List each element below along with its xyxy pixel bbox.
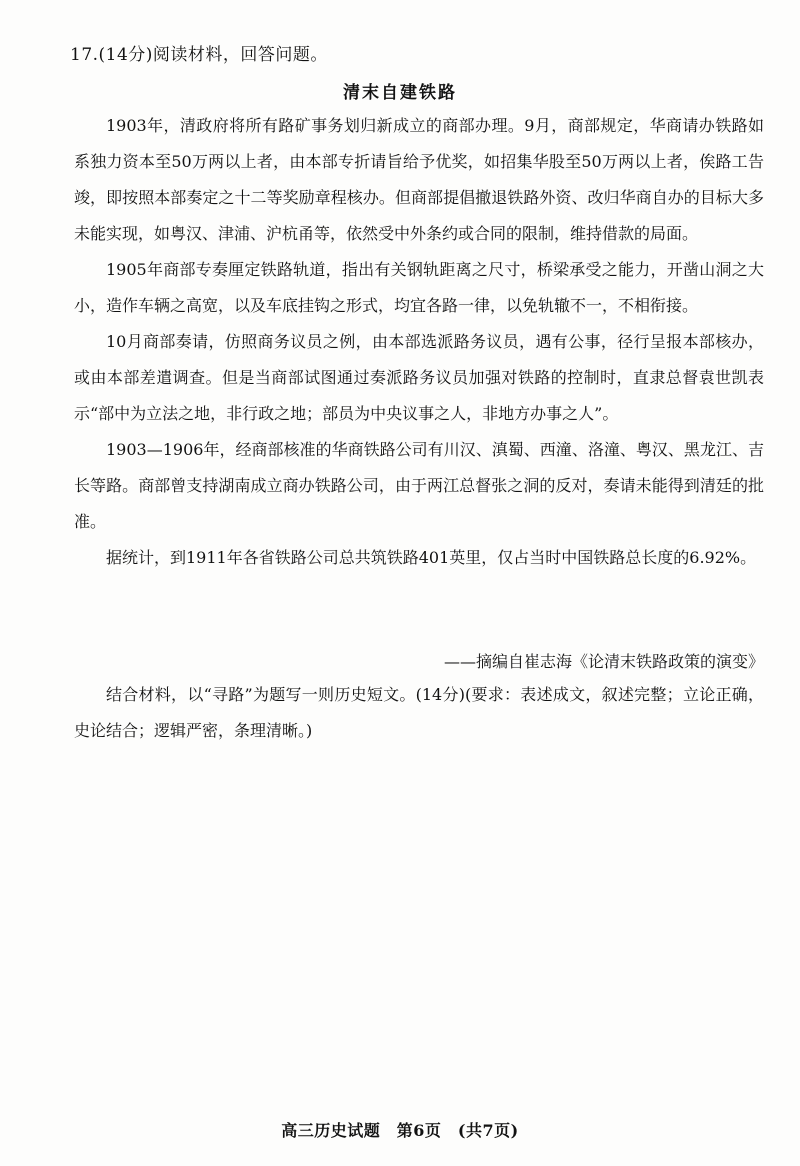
material-paragraph: 1903年，清政府将所有路矿事务划归新成立的商部办理。9月，商部规定，华商请办铁路如系独力资本至50万两以上者，由本部专折请旨给予优奖，如招集华股至50万两以上者，俟路工告竣，即按照本部奏定之十二等奖励章程核办。但商部提倡撤退铁路外资、改归华商自办的目标大多未能实现，如粤汉、津浦、沪杭甬等，依然受中外条约或合同的限制，维持借款的局面。 <box>74 116 764 243</box>
material-title: 清末自建铁路 <box>343 83 457 103</box>
material-paragraph: 1905年商部专奏厘定铁路轨道，指出有关钢轨距离之尺寸，桥梁承受之能力，开凿山洞之大小，造作车辆之高宽，以及车底挂钩之形式，均宜各路一律，以免轨辙不一，不相衔接。 <box>74 260 764 315</box>
material-paragraph: 据统计，到1911年各省铁路公司总共筑铁路401英里，仅占当时中国铁路总长度的6.92%。 <box>106 548 757 567</box>
material-paragraph: 1903—1906年，经商部核准的华商铁路公司有川汉、滇蜀、西潼、洛潼、粤汉、黑龙江、吉长等路。商部曾支持湖南成立商办铁路公司，由于两江总督张之洞的反对，奏请未能得到清廷的批准。 <box>74 440 764 531</box>
material-paragraph: 10月商部奏请，仿照商务议员之例，由本部选派路务议员，遇有公事，径行呈报本部核办，或由本部差遣调查。但是当商部试图通过奏派路务议员加强对铁路的控制时，直隶总督袁世凯表示“部中为立法之地，非行政之地；部员为中央议事之人，非地方办事之人”。 <box>74 332 764 423</box>
question-number-title: 17.(14分)阅读材料，回答问题。 <box>70 45 328 65</box>
page-footer: 高三历史试题 第6页 (共7页) <box>281 1121 519 1140</box>
material-body <box>74 108 764 576</box>
task-instructions <box>74 677 764 749</box>
material-source: ——摘编自崔志海《论清末铁路政策的演变》 <box>443 652 764 671</box>
task-text: 结合材料，以“寻路”为题写一则历史短文。(14分)(要求：表述成文，叙述完整；立论正确，史论结合；逻辑严密，条理清晰。) <box>74 685 764 740</box>
